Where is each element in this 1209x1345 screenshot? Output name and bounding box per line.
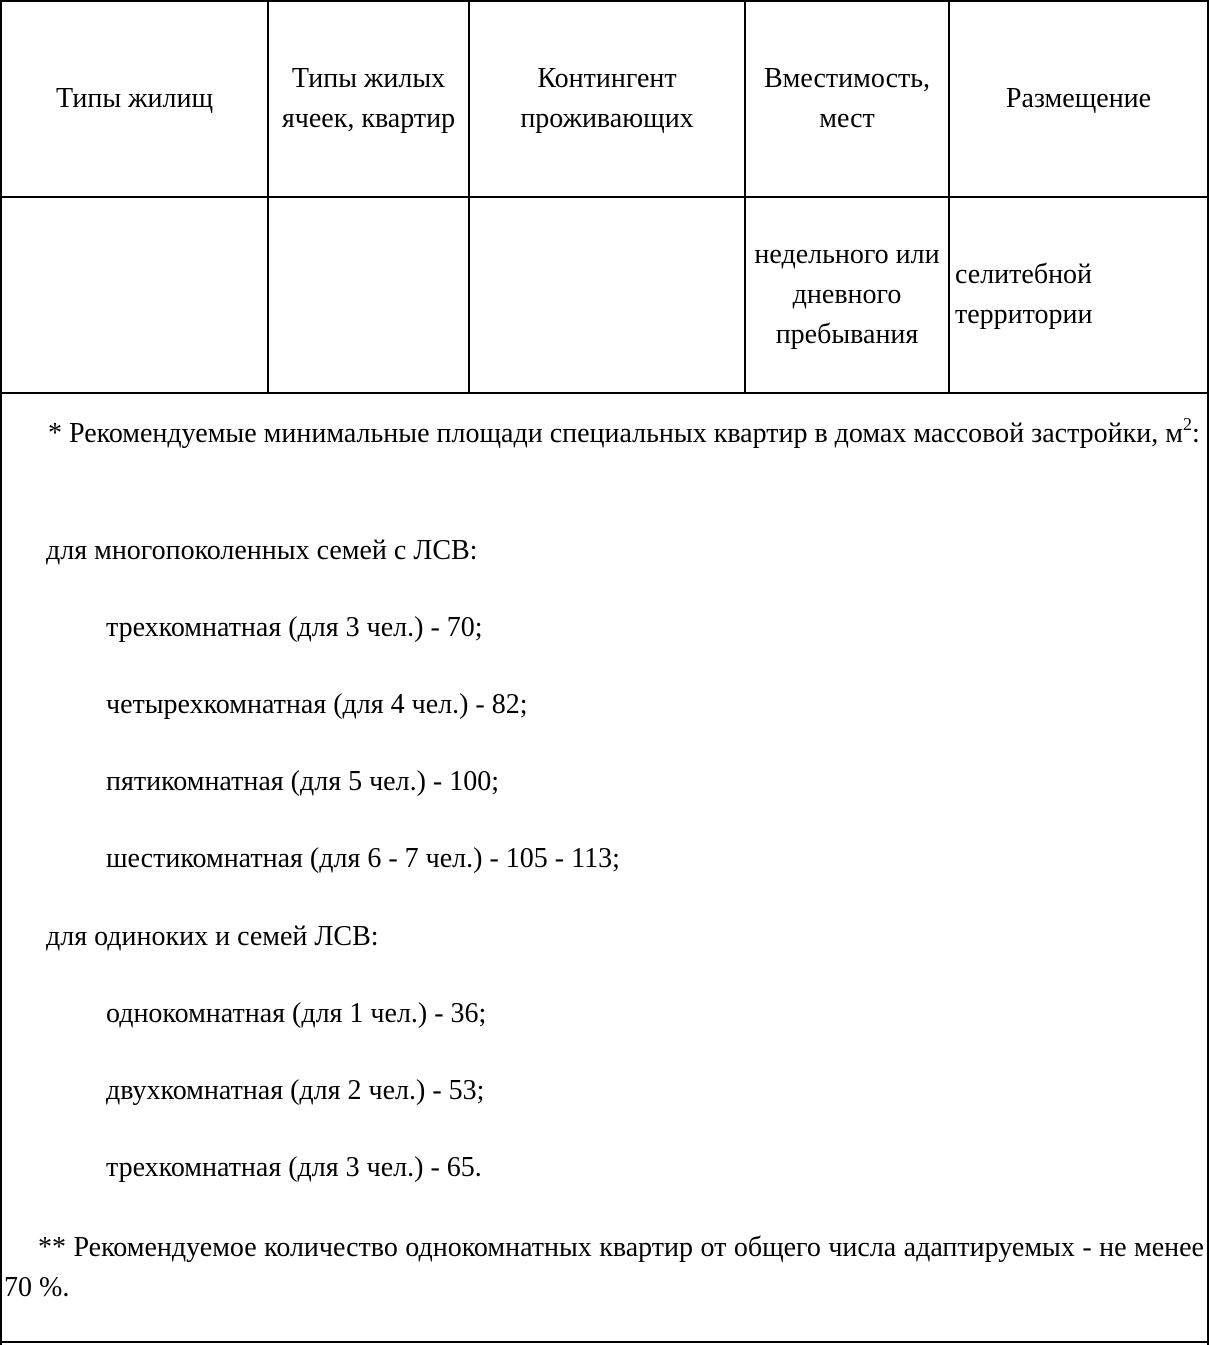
- footnote-2: ** Рекомендуемое количество однокомнатных квартир от общего числа адаптируемых - не менее 70 %.: [4, 1232, 1204, 1303]
- row-cell-housing-type: [2, 198, 267, 392]
- row-cell-placement: селитебной территории: [955, 259, 1093, 330]
- footnote-1-superscript: 2: [1182, 414, 1192, 434]
- row-cell-residents: [470, 198, 744, 392]
- notes-section: [0, 394, 1209, 1345]
- header-placement: Размещение: [1005, 83, 1152, 114]
- footnote-1-text: * Рекомендуемые минимальные площади специальных квартир в домах массовой застройки, м: [48, 418, 1183, 449]
- list-item: четырехкомнатная (для 4 чел.) - 82;: [106, 689, 528, 720]
- notes-border-left: [0, 394, 2, 1345]
- row-cell-unit-type: [269, 198, 468, 392]
- header-capacity: Вместимость, мест: [763, 63, 931, 134]
- group-heading-single: для одиноких и семей ЛСВ:: [46, 921, 379, 952]
- header-unit-type: Типы жилых ячеек, квартир: [281, 63, 456, 134]
- group-heading-multigenerational: для многопоколенных семей с ЛСВ:: [46, 535, 478, 566]
- list-item: однокомнатная (для 1 чел.) - 36;: [106, 998, 487, 1029]
- header-residents: Контингент проживающих: [520, 63, 694, 134]
- list-item: трехкомнатная (для 3 чел.) - 65.: [106, 1152, 482, 1183]
- row-cell-capacity: недельного или дневного пребывания: [754, 239, 940, 350]
- notes-border-bottom: [0, 1341, 1209, 1343]
- header-housing-type: Типы жилищ: [55, 83, 214, 114]
- list-item: шестикомнатная (для 6 - 7 чел.) - 105 - 113;: [106, 843, 620, 874]
- list-item: двухкомнатная (для 2 чел.) - 53;: [106, 1075, 485, 1106]
- list-item: трехкомнатная (для 3 чел.) - 70;: [106, 612, 483, 643]
- footnote-1: [4, 414, 1204, 454]
- housing-table: [0, 0, 1209, 394]
- list-item: пятикомнатная (для 5 чел.) - 100;: [106, 766, 499, 797]
- footnote-1-tail: :: [1191, 418, 1200, 449]
